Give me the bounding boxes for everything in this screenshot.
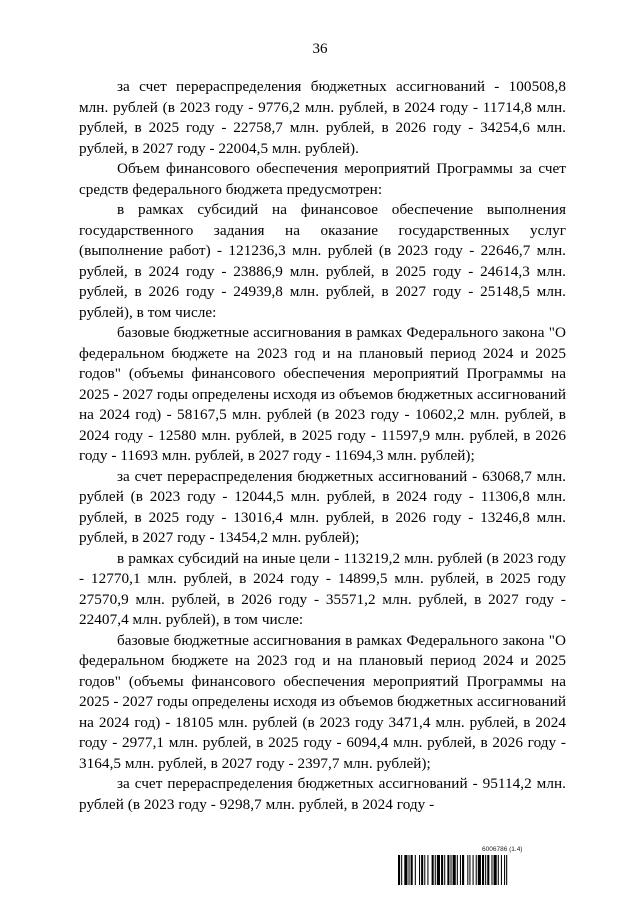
paragraph: базовые бюджетные ассигнования в рамках Федерального закона "О федеральном бюджете на 2023 год и на плановый период 2024 и 2025 годов" (объемы финансового обеспечения мероприятий Программы на 2025 - 2027 годы определены исходя из объемов бюджетных ассигнований на 2024 год) - 18105 млн. рублей (в 2023 году 3471,4 млн. рублей, в 2024 году - 2977,1 млн. рублей, в 2025 году - 6094,4 млн. рублей, в 2026 году - 3164,5 млн. рублей, в 2027 году - 2397,7 млн. рублей);	[79, 631, 566, 772]
paragraph: за счет перераспределения бюджетных ассигнований - 100508,8 млн. рублей (в 2023 году - 9776,2 млн. рублей, в 2024 году - 11714,8 млн. рублей, в 2025 году - 22758,7 млн. рублей, в 2026 году - 34254,6 млн. рублей, в 2027 году - 22004,5 млн. рублей).	[79, 78, 566, 157]
barcode-id: 6006786 (1.4)	[482, 846, 523, 853]
paragraph: Объем финансового обеспечения мероприятий Программы за счет средств федерального бюджета предусмотрен:	[79, 160, 566, 198]
paragraph: за счет перераспределения бюджетных ассигнований - 95114,2 млн. рублей (в 2023 году - 9298,7 млн. рублей, в 2024 году -	[79, 775, 566, 813]
barcode-block	[398, 846, 588, 885]
paragraph: в рамках субсидий на иные цели - 113219,2 млн. рублей (в 2023 году - 12770,1 млн. рублей, в 2024 году - 14899,5 млн. рублей, в 2025 году 27570,9 млн. рублей, в 2026 году - 35571,2 млн. рублей, в 2027 году - 22407,4 млн. рублей), в том числе:	[79, 549, 566, 628]
page-number: 36	[312, 41, 328, 57]
paragraph: за счет перераспределения бюджетных ассигнований - 63068,7 млн. рублей (в 2023 году - 12044,5 млн. рублей, в 2024 году - 11306,8 млн. рублей, в 2025 году - 13016,4 млн. рублей, в 2026 году - 13246,8 млн. рублей, в 2027 году - 13454,2 млн. рублей);	[79, 467, 566, 546]
paragraph: в рамках субсидий на финансовое обеспечение выполнения государственного задания на оказание государственных услуг (выполнение работ) - 121236,3 млн. рублей (в 2023 году - 22646,7 млн. рублей, в 2024 году - 23886,9 млн. рублей, в 2025 году - 24614,3 млн. рублей, в 2026 году - 24939,8 млн. рублей, в 2027 году - 25148,5 млн. рублей), в том числе:	[79, 201, 566, 321]
document-body	[79, 77, 566, 815]
paragraph: базовые бюджетные ассигнования в рамках Федерального закона "О федеральном бюджете на 2023 год и на плановый период 2024 и 2025 годов" (объемы финансового обеспечения мероприятий Программы на 2025 - 2027 годы определены исходя из объемов бюджетных ассигнований на 2024 год) - 58167,5 млн. рублей (в 2023 году - 10602,2 млн. рублей, в 2024 году - 12580 млн. рублей, в 2025 году - 11597,9 млн. рублей, в 2026 году - 11693 млн. рублей, в 2027 году - 11694,3 млн. рублей);	[79, 324, 566, 464]
barcode-icon	[398, 855, 588, 885]
